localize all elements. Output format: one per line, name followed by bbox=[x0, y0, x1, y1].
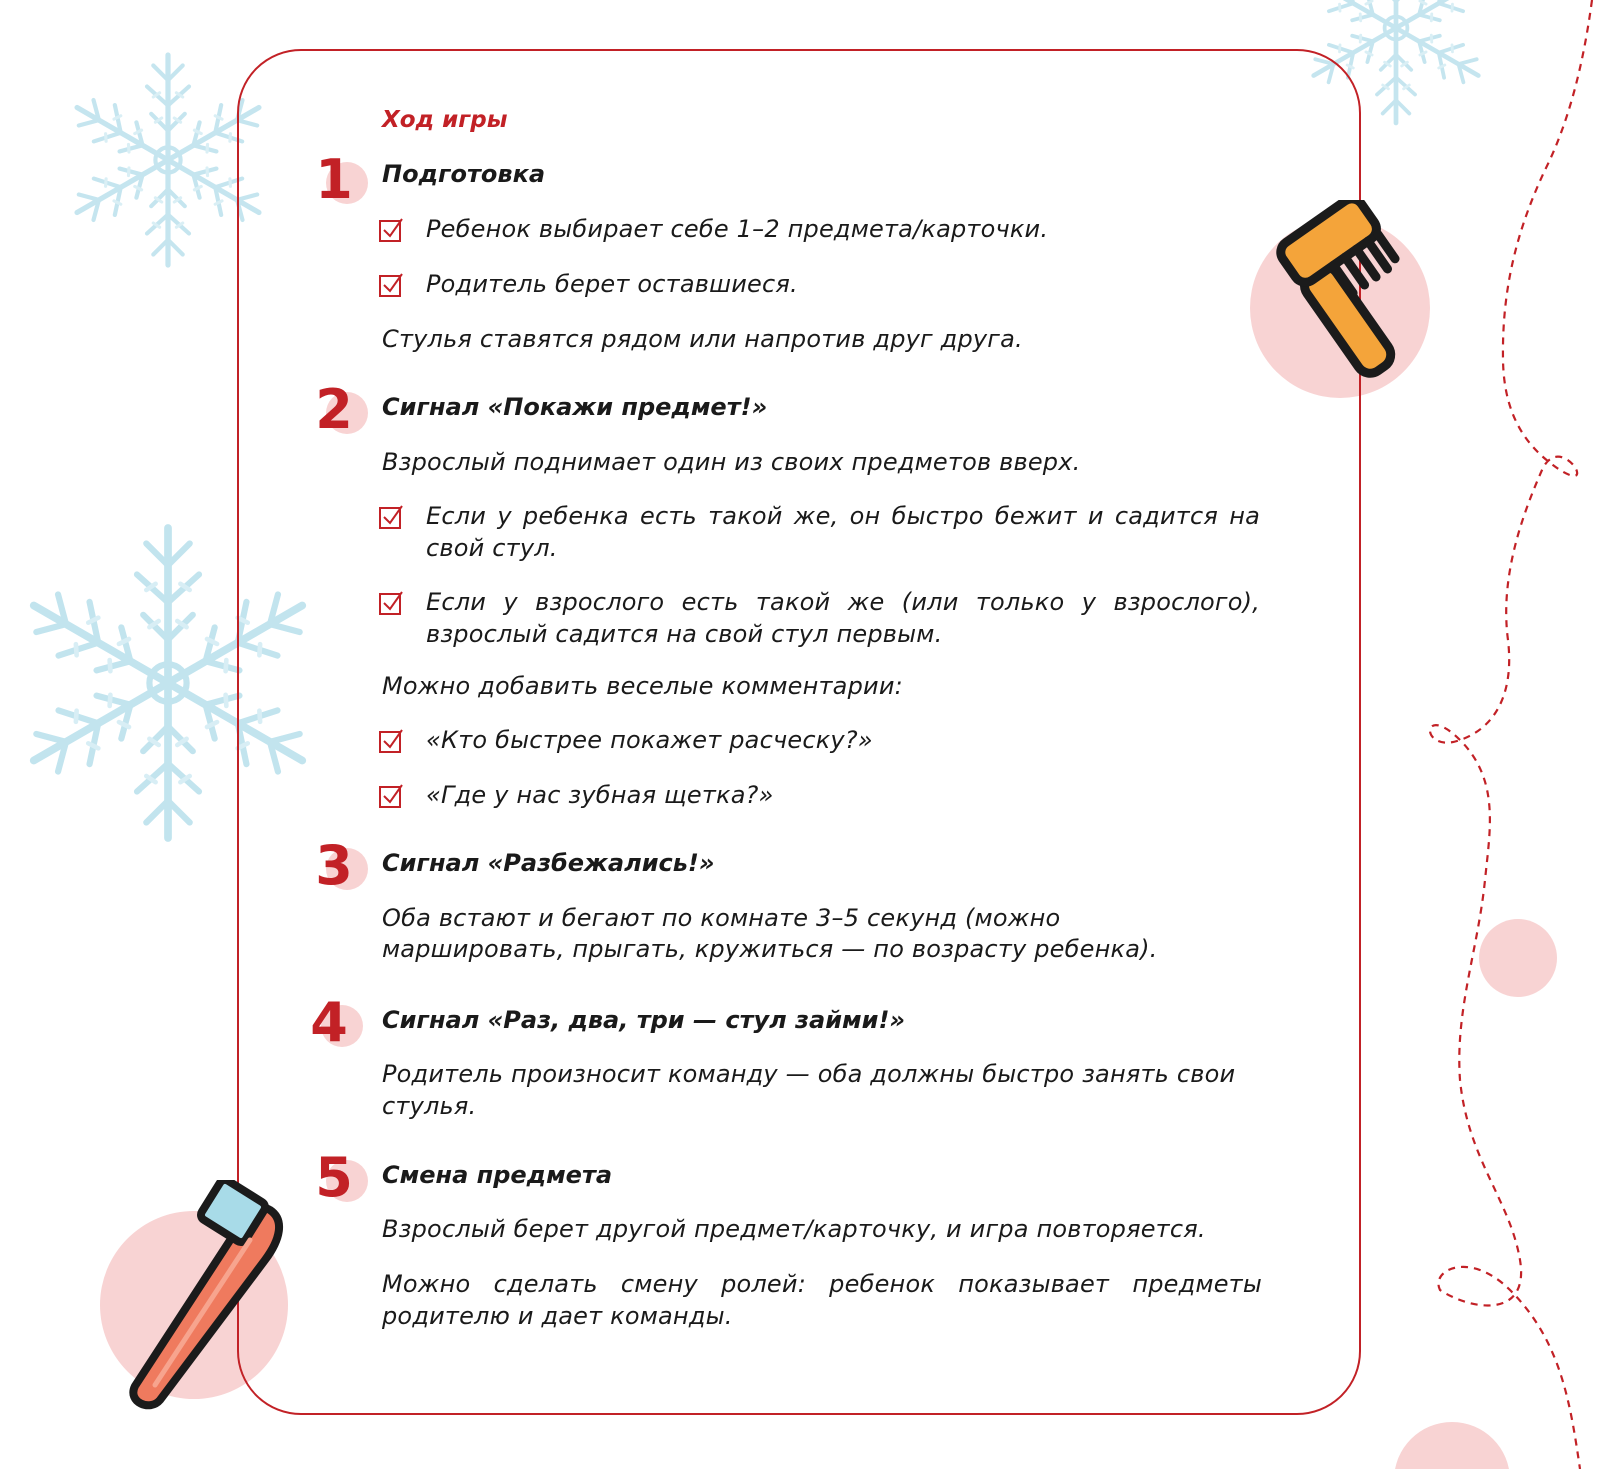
checkbox-icon bbox=[378, 588, 406, 618]
step-text: Взрослый берет другой предмет/карточку, и игра повторяется. bbox=[382, 1215, 1206, 1243]
step-number-1: 1 bbox=[312, 154, 382, 214]
page-title: Ход игры bbox=[382, 107, 508, 133]
step-heading: Сигнал «Разбежались!» bbox=[382, 849, 715, 877]
step-text: Можно сделать смену ролей: ребенок показывает предметы родителю и дает команды. bbox=[382, 1270, 1262, 1330]
step-number-4: 4 bbox=[307, 997, 377, 1057]
comb-icon bbox=[1245, 200, 1435, 380]
pink-dot bbox=[1394, 1422, 1510, 1469]
step-number-3: 3 bbox=[312, 840, 382, 900]
comment-item: «Кто быстрее покажет расческу?» bbox=[426, 726, 873, 754]
checklist-item: Если у взрослого есть такой же (или только у взрослого), взрослый садится на свой стул первым. bbox=[426, 588, 1260, 648]
checklist-item: Родитель берет оставшиеся. bbox=[426, 270, 798, 298]
checkbox-icon bbox=[378, 215, 406, 245]
checkbox-icon bbox=[378, 502, 406, 532]
checklist-item: Если у ребенка есть такой же, он быстро бежит и садится на свой стул. bbox=[426, 502, 1260, 562]
step-note: Можно добавить веселые комментарии: bbox=[382, 672, 903, 700]
checkbox-icon bbox=[378, 781, 406, 811]
step-heading: Подготовка bbox=[382, 160, 546, 188]
dashed-thread bbox=[1430, 0, 1592, 1469]
step-number-5: 5 bbox=[312, 1152, 382, 1212]
step-text-line: маршировать, прыгать, кружиться — по возрасту ребенка). bbox=[382, 935, 1158, 963]
step-number-2: 2 bbox=[312, 384, 382, 444]
checkbox-icon bbox=[378, 270, 406, 300]
step-heading: Сигнал «Покажи предмет!» bbox=[382, 393, 768, 421]
comment-item: «Где у нас зубная щетка?» bbox=[426, 781, 774, 809]
pink-dot bbox=[1479, 919, 1557, 997]
step-intro: Взрослый поднимает один из своих предметов вверх. bbox=[382, 448, 1081, 476]
step-note: Стулья ставятся рядом или напротив друг друга. bbox=[382, 325, 1023, 353]
toothbrush-icon bbox=[115, 1180, 305, 1410]
checklist-item: Ребенок выбирает себе 1–2 предмета/карточки. bbox=[426, 215, 1049, 243]
step-text-line: Оба встают и бегают по комнате 3–5 секунд (можно bbox=[382, 904, 1061, 932]
step-heading: Сигнал «Раз, два, три — стул займи!» bbox=[382, 1006, 905, 1034]
step-heading: Смена предмета bbox=[382, 1161, 613, 1189]
checkbox-icon bbox=[378, 726, 406, 756]
step-text: Родитель произносит команду — оба должны быстро занять свои стулья. bbox=[382, 1060, 1236, 1120]
